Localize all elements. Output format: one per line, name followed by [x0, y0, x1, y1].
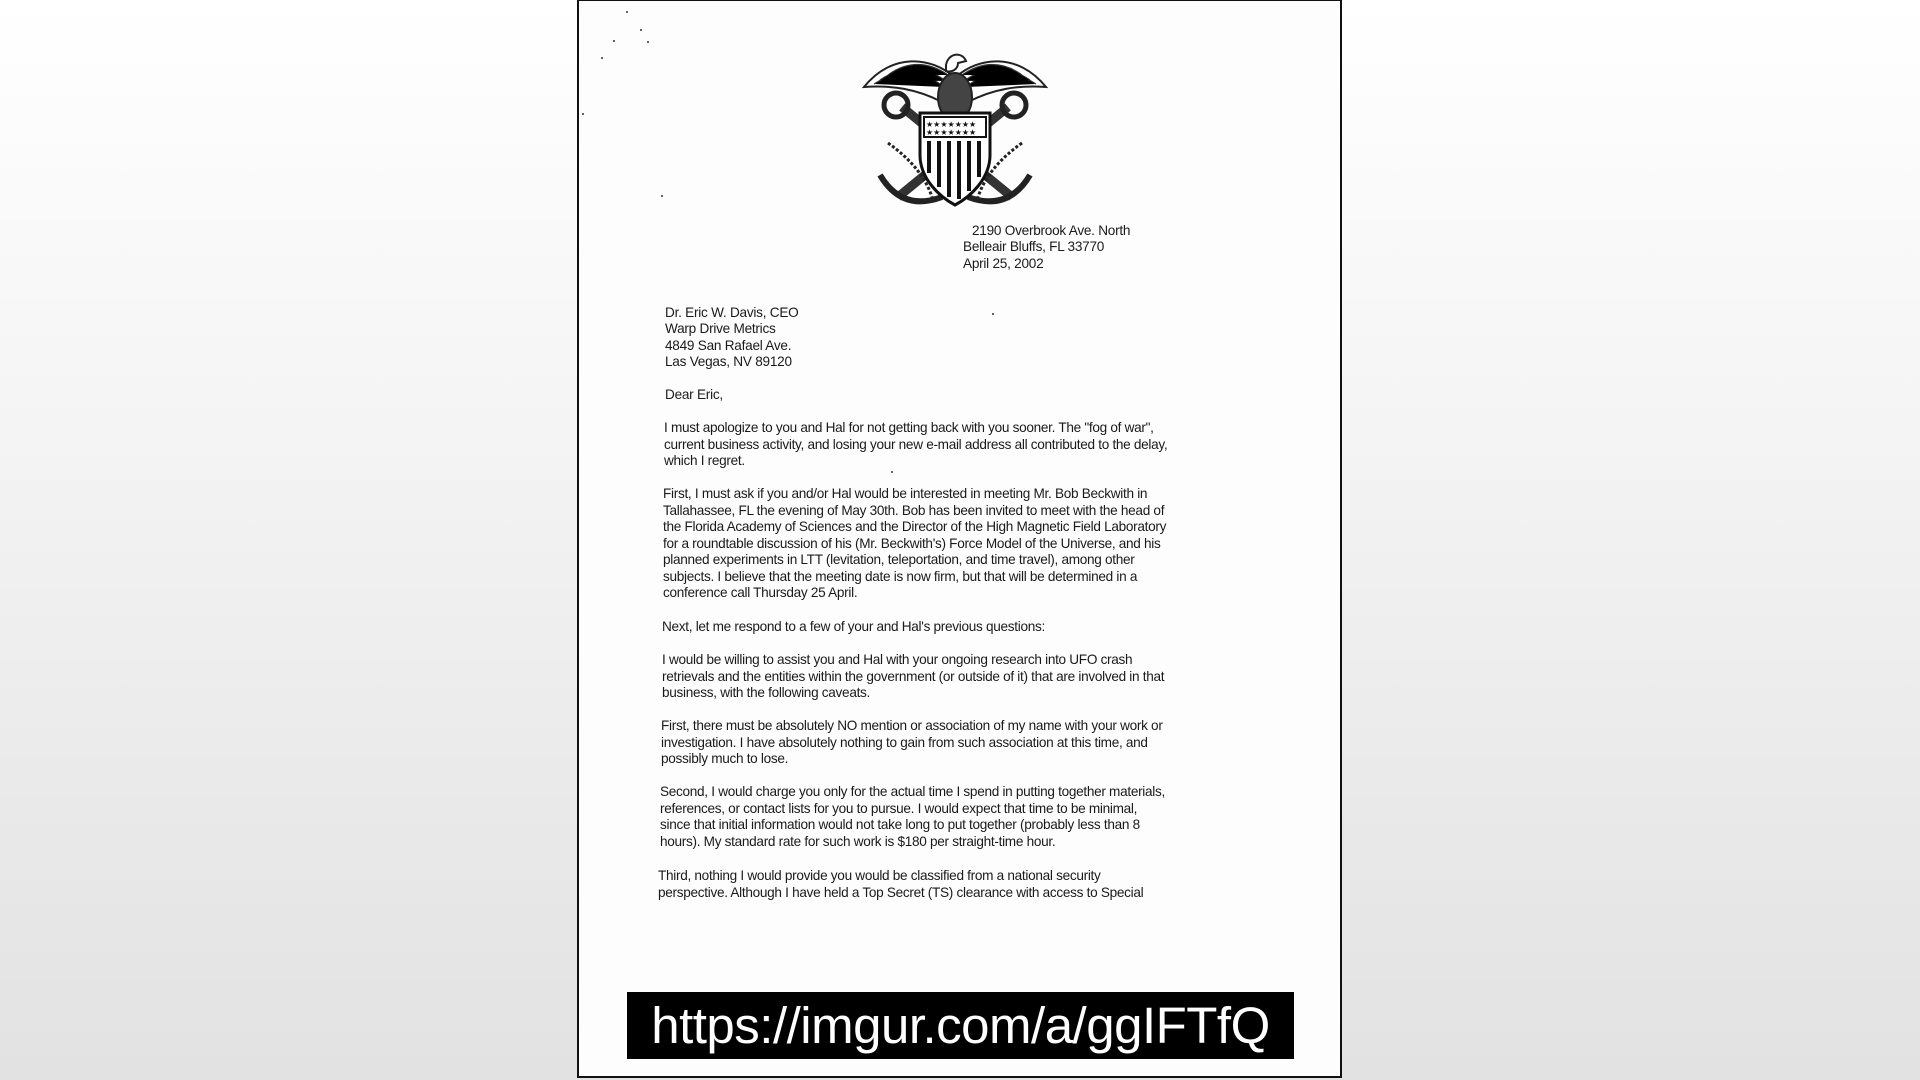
- paragraph-line: First, there must be absolutely NO mention or association of my name with your work or: [661, 718, 1163, 733]
- paragraph-caveat-second: [660, 784, 1165, 850]
- letter-date: April 25, 2002: [963, 255, 1044, 271]
- paragraph-meeting: [663, 486, 1166, 602]
- paragraph-line: First, I must ask if you and/or Hal would be interested in meeting Mr. Bob Beckwith in: [663, 486, 1148, 501]
- paragraph-line: current business activity, and losing your new e-mail address all contributed to the delay,: [664, 436, 1168, 452]
- paragraph-line: hours). My standard rate for such work is $180 per straight-time hour.: [660, 833, 1056, 849]
- sender-city: Belleair Bluffs, FL 33770: [963, 239, 1105, 255]
- paragraph-line: references, or contact lists for you to pursue. I would expect that time to be minimal,: [660, 800, 1138, 816]
- paragraph-caveat-first: [661, 718, 1163, 768]
- scanned-letter-page: [577, 0, 1342, 1078]
- recipient-street: 4849 San Rafael Ave.: [665, 337, 792, 353]
- svg-text:★★★★★★★: ★★★★★★★: [926, 120, 977, 129]
- scan-speck: [661, 195, 663, 197]
- sender-address: [963, 223, 1130, 272]
- scan-speck: [647, 41, 649, 43]
- paragraph-line: Third, nothing I would provide you would be classified from a national security: [658, 868, 1101, 883]
- navy-officer-crest-icon: [862, 47, 1048, 213]
- paragraph-line: I would be willing to assist you and Hal with your ongoing research into UFO crash: [662, 652, 1133, 667]
- paragraph-line: perspective. Although I have held a Top Secret (TS) clearance with access to Special: [658, 884, 1144, 900]
- paragraph-line: subjects. I believe that the meeting date is now firm, but that will be determined in a: [663, 568, 1138, 584]
- sender-street: 2190 Overbrook Ave. North: [972, 223, 1131, 238]
- paragraph-line: for a roundtable discussion of his (Mr. Beckwith's) Force Model of the Universe, and his: [663, 535, 1161, 551]
- scan-speck: [640, 29, 642, 31]
- paragraph-line: Next, let me respond to a few of your and Hal's previous questions:: [662, 619, 1045, 634]
- recipient-name: Dr. Eric W. Davis, CEO: [665, 305, 799, 320]
- scan-speck: [891, 471, 893, 473]
- paragraph-line: conference call Thursday 25 April.: [663, 585, 858, 600]
- salutation: [665, 387, 723, 403]
- paragraph-assist: [662, 652, 1164, 702]
- scan-speck: [582, 113, 584, 115]
- recipient-company: Warp Drive Metrics: [665, 321, 776, 337]
- paragraph-questions-intro: [662, 619, 1045, 636]
- paragraph-line: business, with the following caveats.: [662, 685, 871, 700]
- url-overlay-text: https://imgur.com/a/ggIFTfQ: [651, 997, 1270, 1054]
- paragraph-line: planned experiments in LTT (levitation, teleportation, and time travel), among other: [663, 552, 1135, 567]
- scan-speck: [601, 57, 603, 59]
- paragraph-line: since that initial information would not take long to put together (probably less than 8: [660, 817, 1140, 832]
- paragraph-caveat-third: [658, 868, 1143, 901]
- svg-text:★★★★★★★: ★★★★★★★: [926, 128, 977, 137]
- url-overlay-banner: [627, 992, 1294, 1059]
- paragraph-line: Tallahassee, FL the evening of May 30th. Bob has been invited to meet with the head of: [663, 502, 1165, 518]
- paragraph-line: possibly much to lose.: [661, 751, 789, 766]
- paragraph-line: which I regret.: [664, 453, 745, 468]
- recipient-city: Las Vegas, NV 89120: [665, 354, 792, 370]
- scan-speck: [613, 40, 615, 42]
- scan-speck: [626, 11, 628, 13]
- scan-speck: [992, 313, 994, 315]
- paragraph-line: investigation. I have absolutely nothing to gain from such association at this time, and: [661, 734, 1148, 750]
- paragraph-apology: [664, 420, 1167, 470]
- paragraph-line: the Florida Academy of Sciences and the Director of the High Magnetic Field Laboratory: [663, 519, 1167, 534]
- paragraph-line: Second, I would charge you only for the actual time I spend in putting together materials,: [660, 784, 1165, 799]
- recipient-address: [665, 305, 798, 371]
- salutation-text: Dear Eric,: [665, 387, 723, 402]
- paragraph-line: I must apologize to you and Hal for not getting back with you sooner. The "fog of war",: [664, 420, 1154, 435]
- paragraph-line: retrievals and the entities within the government (or outside of it) that are involved in that: [662, 668, 1165, 684]
